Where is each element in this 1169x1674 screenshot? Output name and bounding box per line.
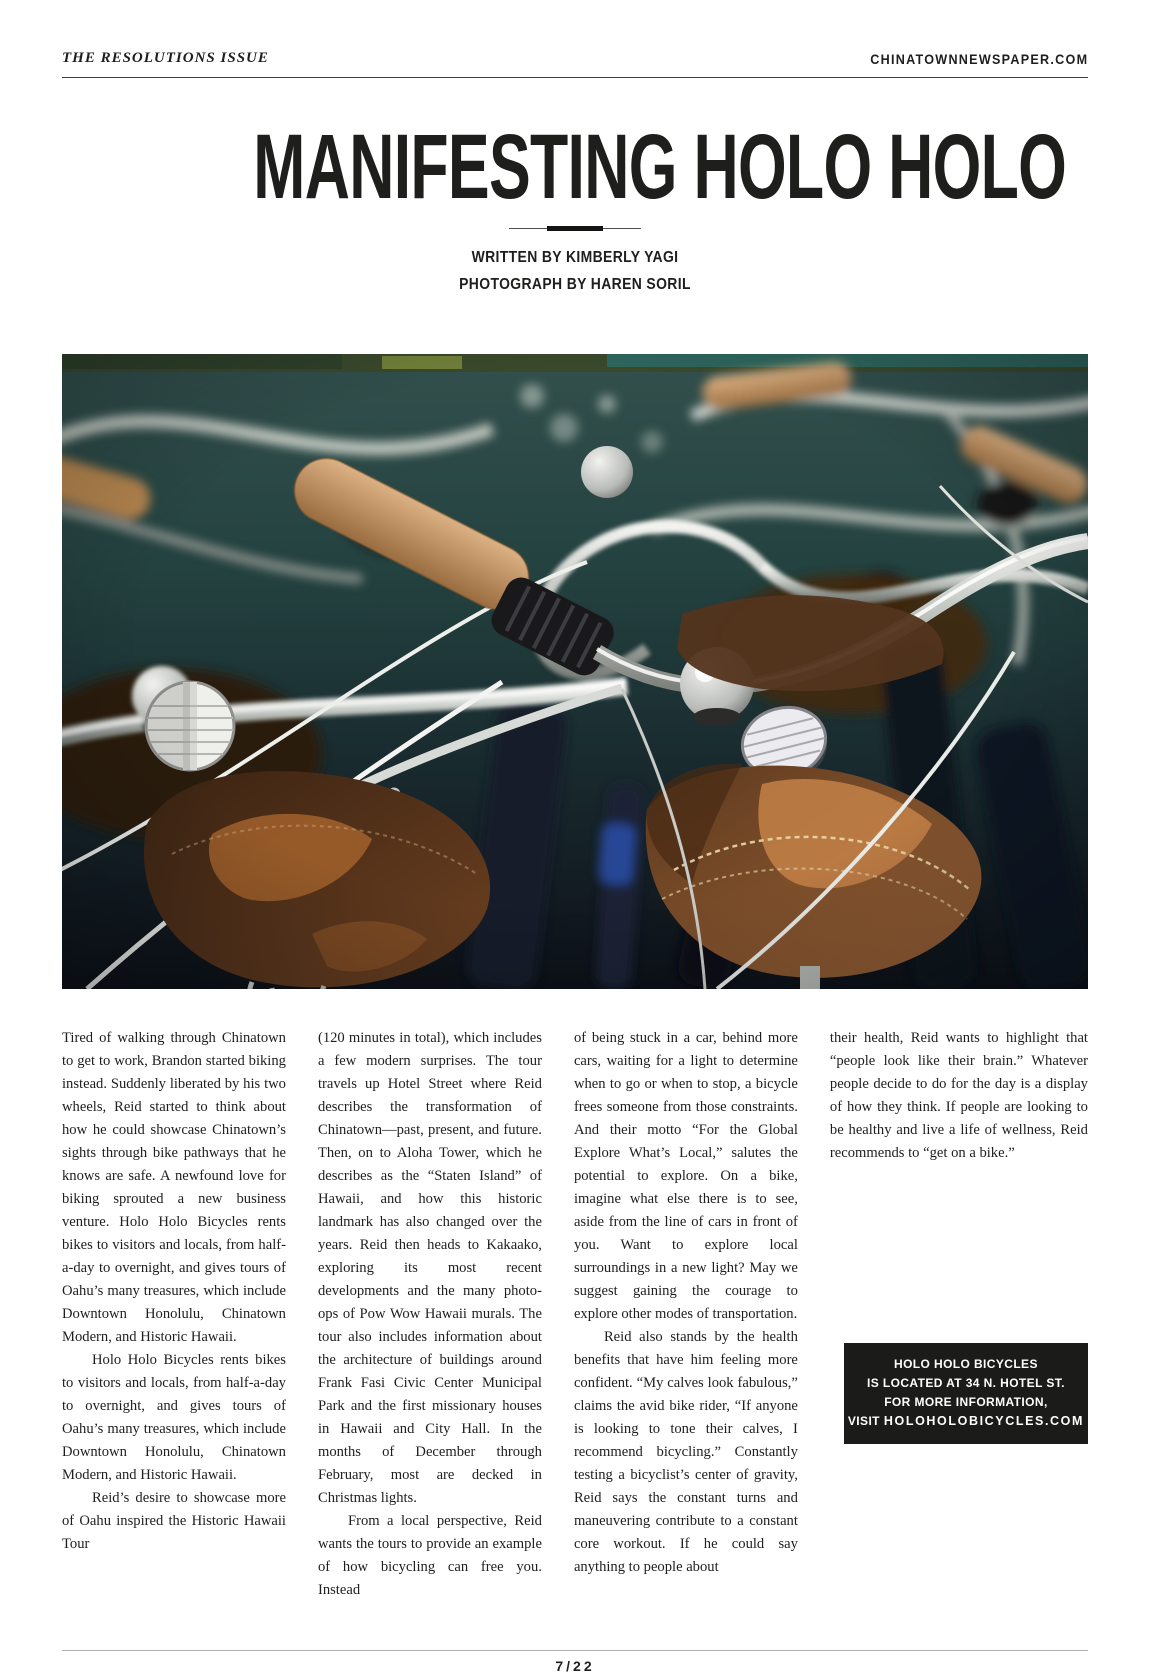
paragraph: From a local perspective, Reid wants the tours to provide an example of how bicycling can free you. Instead <box>317 1513 542 1599</box>
text-column-2 <box>318 1027 542 1602</box>
magazine-page <box>62 0 1088 1674</box>
header-divider <box>62 77 1088 78</box>
paragraph: (120 minutes in total), which includes a few modern surprises. The tour travels up Hotel Street where Reid describes the transformation of Chinatown—past, present, and future. Then, on to Aloha Tower, which he describes as the “Staten Island” of Hawaii, and how this historic landmark has also changed over the years. Reid then heads to Kakaako, exploring its most recent developments and the many photo-ops of Pow Wow Hawaii murals. The tour also includes information about the architecture of buildings around Frank Fasi Civic Center Municipal Park and the first missionary houses in Hawaii and City Hall. In the months of December through February, most are decked in Christmas lights. <box>317 1030 542 1507</box>
page-header <box>62 0 1088 67</box>
article-title: MANIFESTING HOLO HOLO <box>253 116 1067 218</box>
footer-divider <box>62 1650 1088 1651</box>
title-divider-ornament <box>509 226 641 231</box>
info-box-line-3: FOR MORE INFORMATION, <box>884 1395 1048 1410</box>
info-box-website-link[interactable]: HOLOHOLOBICYCLES.COM <box>883 1414 1084 1429</box>
text-column-3 <box>574 1027 798 1602</box>
paragraph: of being stuck in a car, behind more cars, waiting for a light to determine when to go or when to stop, a bicycle frees someone from those constraints. And their motto “For the Global Explore What’s Local,” salutes the potential to explore. On a bike, imagine what else there is to see, aside from the line of cars in front of you. Want to explore local surroundings in a new light? May we suggest gaining the courage to explore other modes of transportation. <box>573 1030 798 1323</box>
paragraph: Reid also stands by the health benefits that have him feeling more confident. “My calves look fabulous,” claims the avid bike rider, “If anyone is looking to tone their calves, I recommend bicycling.” Constantly testing a bicyclist’s center of gravity, Reid says the constant turns and maneuvering contribute to a constant core workout. If he could say anything to people about <box>573 1329 798 1576</box>
info-box-line-4 <box>848 1412 1084 1431</box>
article-photo <box>62 354 1088 989</box>
paragraph: their health, Reid wants to highlight that “people look like their brain.” Whatever people decide to do for the day is a display of how they think. If people are looking to be healthy and live a life of wellness, Reid recommends to “get on a bike.” <box>829 1030 1088 1162</box>
info-box <box>844 1343 1088 1444</box>
article-body <box>62 1027 1088 1602</box>
byline <box>62 244 1088 298</box>
paragraph: Reid’s desire to showcase more of Oahu inspired the Historic Hawaii Tour <box>62 1490 286 1553</box>
bicycles-photo-illustration <box>62 354 1088 989</box>
page-footer <box>62 1650 1088 1674</box>
info-box-visit-label: VISIT <box>847 1414 880 1429</box>
text-column-4 <box>830 1027 1088 1602</box>
byline-writer: WRITTEN BY KIMBERLY YAGI <box>471 249 679 267</box>
paragraph: Tired of walking through Chinatown to get to work, Brandon started biking instead. Suddenly liberated by his two wheels, Reid started to think about how he could showcase Chinatown’s sights through bike pathways that he knows are safe. A newfound love for biking sprouted a new business venture. Holo Holo Bicycles rents bikes to visitors and locals, from half-a-day to overnight, and gives tours of Oahu’s many treasures, which include Downtown Honolulu, Chinatown Modern, and Historic Hawaii. <box>62 1030 286 1346</box>
page-number: 7/22 <box>555 1658 595 1674</box>
issue-label: THE RESOLUTIONS ISSUE <box>62 50 269 66</box>
paragraph: Holo Holo Bicycles rents bikes to visitors and locals, from half-a-day to overnight, and gives tours of Oahu’s many treasures, which include Downtown Honolulu, Chinatown Modern, and Historic Hawaii. <box>62 1352 286 1484</box>
website-link[interactable]: CHINATOWNNEWSPAPER.COM <box>869 51 1088 67</box>
info-box-line-1: HOLO HOLO BICYCLES <box>894 1357 1038 1372</box>
text-column-1 <box>62 1027 286 1602</box>
byline-photographer: PHOTOGRAPH BY HAREN SORIL <box>459 276 691 294</box>
info-box-line-2: IS LOCATED AT 34 N. HOTEL ST. <box>867 1376 1065 1391</box>
